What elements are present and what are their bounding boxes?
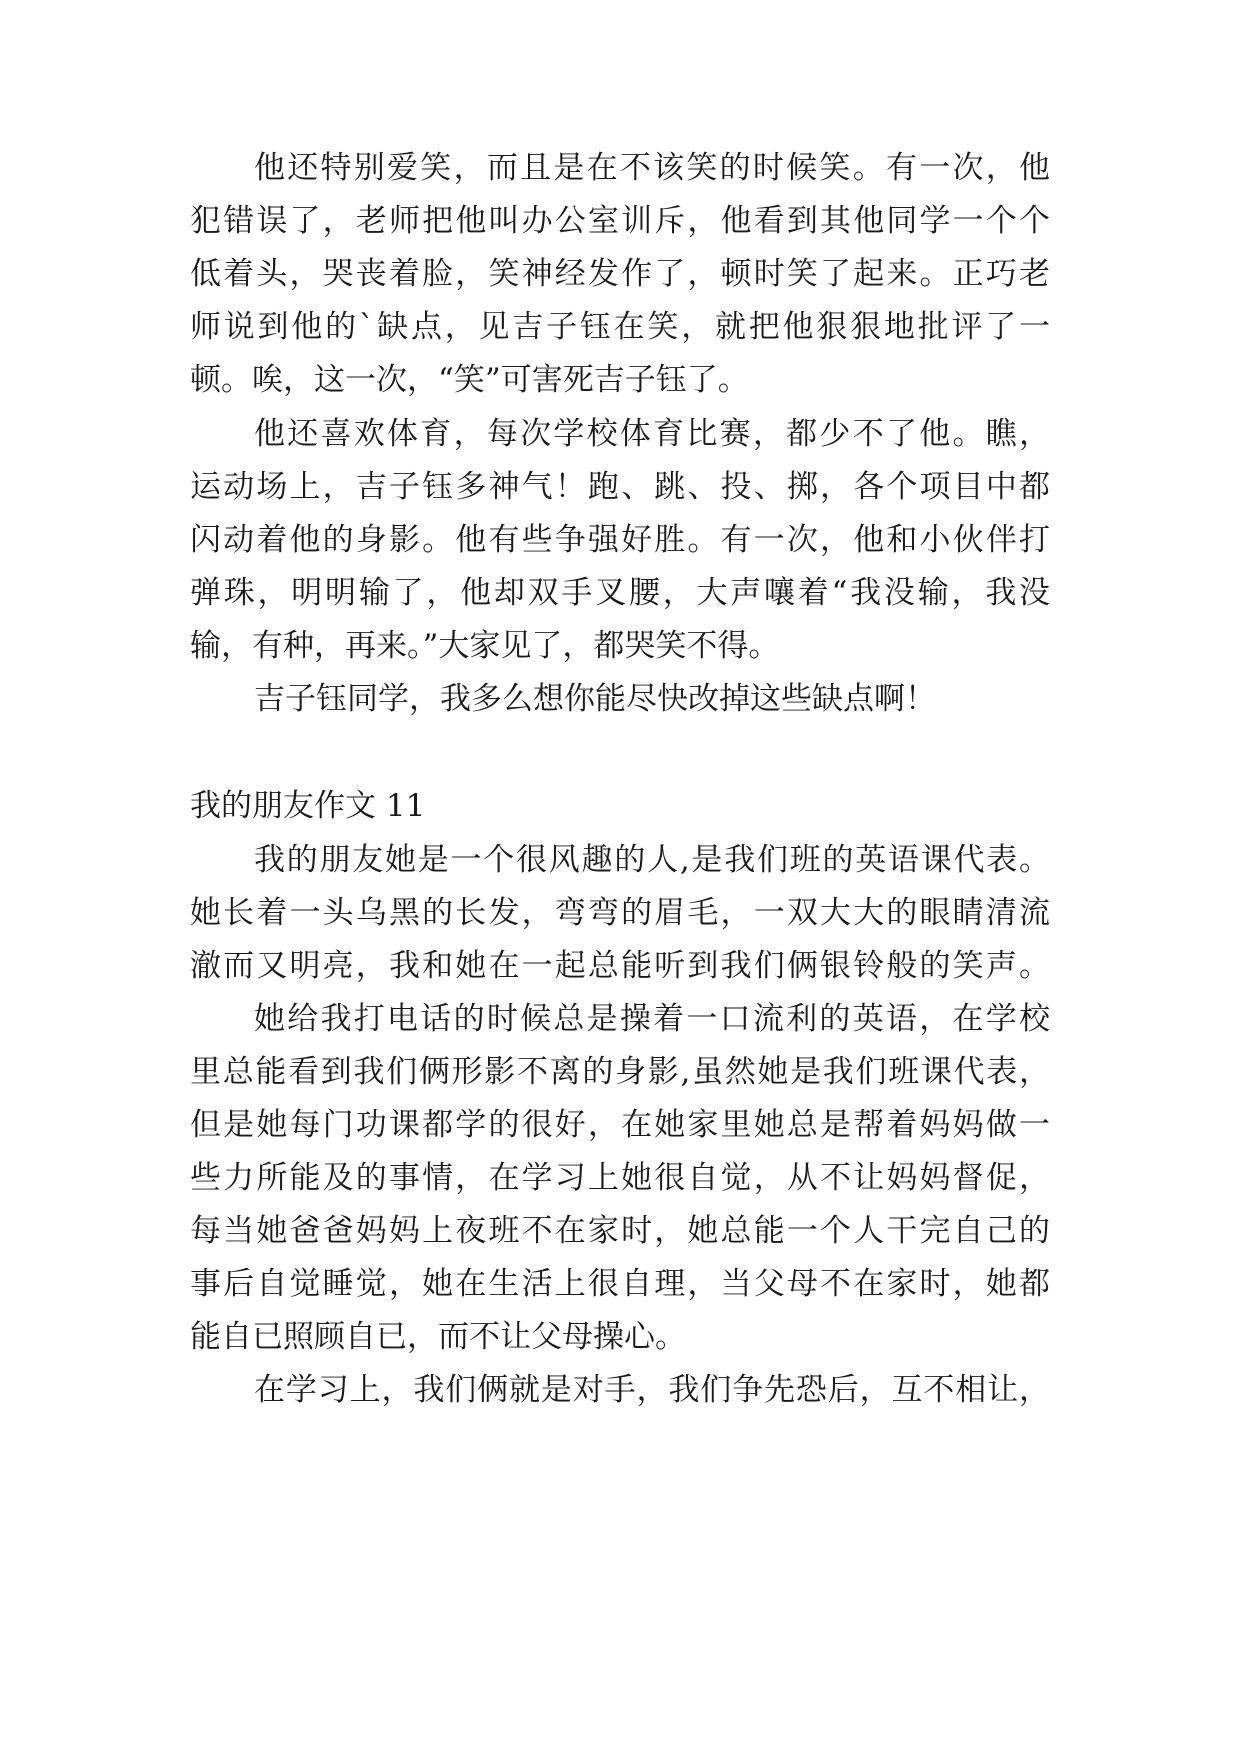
section-paragraph-2-line-3: 但是她每门功课都学的很好，在她家里她总是帮着妈妈做一 (190, 1107, 1050, 1143)
paragraph-2-line-1: 他还喜欢体育，每次学校体育比赛，都少不了他。瞧， (254, 416, 1050, 452)
paragraph-1-line-5: 顿。唉，这一次，“笑”可害死吉子钰了。 (190, 362, 749, 398)
section-paragraph-1-line-2: 她长着一头乌黑的长发，弯弯的眉毛，一双大大的眼睛清流 (190, 895, 1050, 931)
section-paragraph-2-line-2: 里总能看到我们俩形影不离的身影,虽然她是我们班课代表， (190, 1054, 1050, 1090)
paragraph-2-line-4: 弹珠，明明输了，他却双手叉腰，大声嚷着“我没输，我没 (190, 575, 1050, 611)
paragraph-2-line-3: 闪动着他的身影。他有些争强好胜。有一次，他和小伙伴打 (190, 522, 1050, 558)
section-paragraph-2-line-6: 事后自觉睡觉，她在生活上很自理，当父母不在家时，她都 (190, 1266, 1050, 1302)
paragraph-1-line-4: 师说到他的`缺点，见吉子钰在笑，就把他狠狠地批评了一 (190, 309, 1050, 345)
section-paragraph-2-line-1: 她给我打电话的时候总是操着一口流利的英语，在学校 (254, 1001, 1050, 1037)
section-paragraph-1-line-3: 澈而又明亮，我和她在一起总能听到我们俩银铃般的笑声。 (190, 948, 1050, 984)
paragraph-1-line-1: 他还特别爱笑，而且是在不该笑的时候笑。有一次，他 (254, 150, 1050, 186)
paragraph-2-line-2: 运动场上，吉子钰多神气！跑、跳、投、掷，各个项目中都 (190, 469, 1050, 505)
section-title: 我的朋友作文 11 (190, 788, 426, 824)
paragraph-2-line-5: 输，有种，再来。”大家见了，都哭笑不得。 (190, 628, 780, 664)
section-paragraph-2-line-4: 些力所能及的事情，在学习上她很自觉，从不让妈妈督促， (190, 1160, 1050, 1196)
paragraph-1-line-2: 犯错误了，老师把他叫办公室训斥，他看到其他同学一个个 (190, 203, 1050, 239)
paragraph-3-line-1: 吉子钰同学，我多么想你能尽快改掉这些缺点啊！ (254, 681, 936, 717)
section-paragraph-3-line-1: 在学习上，我们俩就是对手，我们争先恐后，互不相让， (254, 1372, 1050, 1408)
paragraph-1-line-3: 低着头，哭丧着脸，笑神经发作了，顿时笑了起来。正巧老 (190, 256, 1050, 292)
section-paragraph-1-line-1: 我的朋友她是一个很风趣的人,是我们班的英语课代表。 (254, 842, 1050, 878)
section-paragraph-2-line-5: 每当她爸爸妈妈上夜班不在家时，她总能一个人干完自己的 (190, 1213, 1050, 1249)
section-paragraph-2-line-7: 能自已照顾自已，而不让父母操心。 (190, 1319, 686, 1355)
